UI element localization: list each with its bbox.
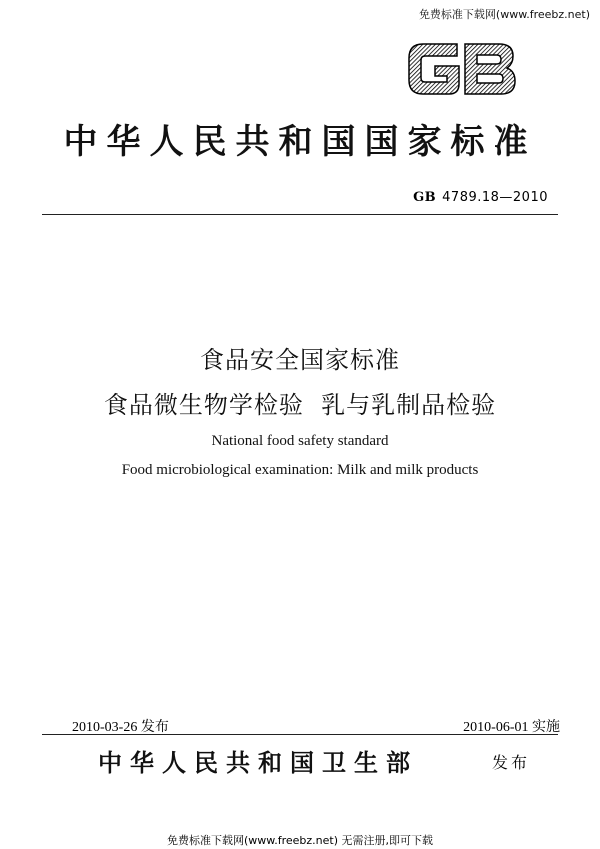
issuing-authority: 中华人民共和国卫生部 — [98, 748, 418, 777]
issue-date: 2010-03-26 发布 — [72, 720, 169, 735]
standard-prefix: GB — [413, 190, 437, 205]
title-en-line2: Food microbiological examination: Milk and milk products — [121, 462, 479, 478]
top-divider — [42, 214, 558, 215]
title-cn-line1: 食品安全国家标准 — [200, 346, 400, 374]
national-standard-title: 中华人民共和国国家标准 — [63, 122, 537, 162]
title-en-line1: National food safety standard — [211, 433, 389, 449]
site-note-footer: 免费标准下载网(www.freebz.net) 无需注册,即可下载 — [166, 834, 434, 847]
standard-number-value: 4789.18—2010 — [442, 190, 548, 205]
standard-number — [413, 190, 548, 205]
bottom-divider — [42, 734, 558, 735]
issue-action: 发布 — [492, 753, 531, 772]
title-cn-line2: 食品微生物学检验 乳与乳制品检验 — [103, 391, 497, 419]
site-note-header: 免费标准下载网(www.freebz.net) — [418, 8, 590, 21]
gb-logo-icon — [403, 38, 520, 100]
effective-date: 2010-06-01 实施 — [463, 720, 560, 735]
